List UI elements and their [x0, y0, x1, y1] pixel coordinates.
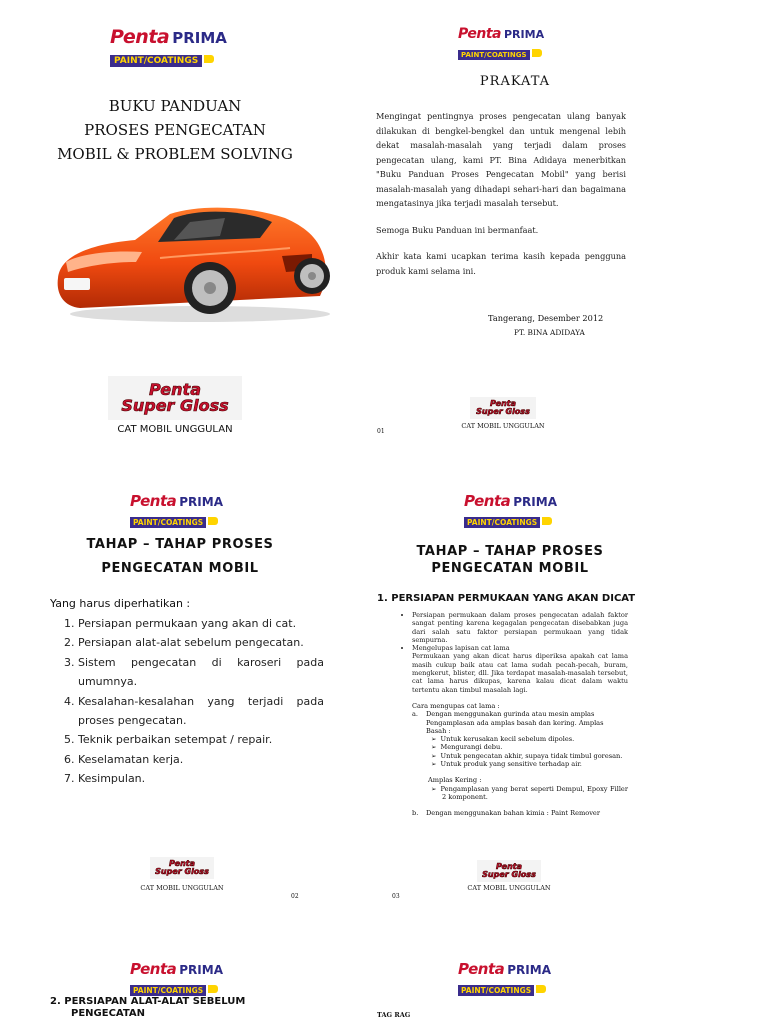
kering-label: Amplas Kering : [428, 776, 482, 785]
super-gloss-line1: Penta [490, 399, 516, 408]
brush-icon [542, 517, 552, 525]
list-item: 4. Kesalahan-kesalahan yang terjadi pada proses pengecatan. [78, 692, 324, 731]
cara-label: Cara mengupas cat lama : [412, 701, 500, 710]
brush-icon [208, 517, 218, 525]
super-gloss-line1: Penta [169, 859, 195, 868]
kering-list [428, 785, 628, 802]
super-gloss-line2: Super Gloss [121, 396, 229, 415]
prakata-body [376, 109, 626, 278]
page2-intro: Yang harus diperhatikan : [50, 597, 191, 610]
logo-prima-text: PRIMA [172, 29, 227, 47]
logo-prima-text: PRIMA [504, 28, 545, 41]
brush-icon [204, 55, 214, 63]
list-item: 5. Teknik perbaikan setempat / repair. [78, 730, 324, 749]
option-text: Dengan menggunakan bahan kimia : Paint Remover [426, 809, 600, 818]
super-gloss-logo [477, 860, 541, 882]
page2-title-line: TAHAP – TAHAP PROSES [86, 537, 274, 552]
logo-band-text: PAINT/COATINGS [130, 517, 206, 528]
page3-body [396, 611, 628, 818]
super-gloss-line2: Super Gloss [155, 867, 209, 876]
option-label: a. [412, 710, 419, 719]
super-gloss-logo [150, 857, 214, 879]
page-tagline: CAT MOBIL UNGGULAN [467, 884, 551, 892]
logo-band-text: PAINT/COATINGS [464, 517, 540, 528]
steps-list [52, 614, 324, 789]
brush-icon [532, 49, 542, 57]
logo-prima-text: PRIMA [513, 495, 557, 509]
logo-penta-text: Penta [458, 960, 505, 978]
logo-band-text: PAINT/COATINGS [110, 55, 202, 67]
bullet-text: Permukaan yang akan dicat harus diperiksa apakah cat lama masih cukup baik atau cat lama sudah pecah-pecah, buram, mengkerut, blister, dll. Jika terdapat masalah-masalah tersebut, cat lama harus dikupas, karena kalau dicat dalam waktu tertentu akan timbul masalah lagi. [412, 652, 628, 694]
prakata-paragraph: Semoga Buku Panduan ini bermanfaat. [376, 224, 539, 235]
basah-list [428, 735, 628, 768]
logo-prima-text: PRIMA [179, 963, 223, 977]
page-tagline: CAT MOBIL UNGGULAN [461, 422, 545, 430]
logo-prima-text: PRIMA [507, 963, 551, 977]
tag-rag-label: TAG RAG [377, 1011, 411, 1019]
cover-title-line: MOBIL & PROBLEM SOLVING [57, 145, 293, 163]
list-item: ➢ Mengurangi debu. [442, 743, 628, 751]
cover-title [40, 94, 310, 166]
logo-prima-text: PRIMA [179, 495, 223, 509]
list-item: ➢ Untuk produk yang sensitive terhadap air. [442, 760, 628, 768]
list-item: 3. Sistem pengecatan di karoseri pada umumnya. [78, 653, 324, 692]
super-gloss-logo [470, 397, 536, 419]
penta-prima-logo [110, 26, 227, 67]
brush-icon [208, 985, 218, 993]
list-item: 2. Persiapan alat-alat sebelum pengecatan. [78, 633, 324, 652]
section-heading-line: 2. PERSIAPAN ALAT-ALAT SEBELUM [50, 996, 246, 1007]
prakata-paragraph: Mengingat pentingnya proses pengecatan ulang banyak dilakukan di bengkel-bengkel dan untuk mengenal lebih dekat masalah-masalah yang terjadi dalam proses pengecatan ulang, kami PT. Bina Adidaya menerbitkan "Buku Panduan Proses Pengecatan Mobil" yang berisi masalah-masalah yang dihadapi sehari-hari dan bagaimana mengatasinya jika terjadi masalah tersebut. [376, 111, 626, 208]
list-item: • Persiapan permukaan dalam proses pengecatan adalah faktor sangat penting karena kegagalan pengecatan disebabkan juga dari salah satu faktor persiapan permukaan yang tidak sempurna. [412, 611, 628, 644]
list-item [412, 644, 628, 694]
penta-prima-logo [458, 26, 544, 61]
penta-prima-logo [130, 492, 223, 529]
list-item: 7. Kesimpulan. [78, 769, 324, 788]
bullet-list [396, 611, 628, 694]
prakata-paragraph: Akhir kata kami ucapkan terima kasih kepada pengguna produk kami selama ini. [376, 251, 626, 276]
super-gloss-line2: Super Gloss [482, 870, 536, 879]
page2-title [60, 533, 300, 581]
list-item: 6. Keselamatan kerja. [78, 750, 324, 769]
section-heading: 1. PERSIAPAN PERMUKAAN YANG AKAN DICAT [377, 593, 636, 604]
page-tagline: CAT MOBIL UNGGULAN [140, 884, 224, 892]
page3-title-line: TAHAP – TAHAP PROSES [416, 544, 604, 559]
penta-prima-logo [130, 960, 223, 997]
sports-car-image [50, 196, 335, 326]
bullet-title: Mengelupas lapisan cat lama [412, 644, 510, 653]
page-number: 03 [392, 893, 400, 900]
option-text: Dengan menggunakan gurinda atau mesin amplas Pengamplasan ada amplas basah dan kering. Amplas Basah : [426, 710, 604, 735]
logo-penta-text: Penta [130, 492, 177, 510]
page2-title-line: PENGECATAN MOBIL [101, 561, 259, 576]
prakata-heading: PRAKATA [479, 74, 551, 89]
cover-tagline: CAT MOBIL UNGGULAN [117, 424, 233, 435]
penta-prima-logo [458, 960, 551, 997]
option-a [412, 710, 612, 735]
prakata-company: PT. BINA ADIDAYA [514, 328, 585, 337]
list-item: ➢ Untuk pengecatan akhir, supaya tidak timbul goresan. [442, 752, 628, 760]
logo-penta-text: Penta [458, 26, 501, 42]
page-number: 01 [377, 428, 385, 435]
logo-band-text: PAINT/COATINGS [130, 985, 206, 996]
page-number: 02 [291, 893, 299, 900]
cover-title-line: BUKU PANDUAN [108, 97, 242, 115]
logo-penta-text: Penta [464, 492, 511, 510]
logo-penta-text: Penta [110, 26, 170, 48]
cover-title-line: PROSES PENGECATAN [84, 121, 266, 139]
logo-band-text: PAINT/COATINGS [458, 50, 530, 60]
penta-prima-logo [464, 492, 557, 529]
logo-band-text: PAINT/COATINGS [458, 985, 534, 996]
super-gloss-line1: Penta [496, 862, 522, 871]
option-label: b. [412, 809, 419, 818]
section-heading [50, 996, 245, 1020]
super-gloss-logo [108, 376, 242, 420]
super-gloss-line2: Super Gloss [476, 407, 530, 416]
super-gloss-line1: Penta [149, 380, 201, 399]
logo-penta-text: Penta [130, 960, 177, 978]
list-item: ➢ Untuk kerusakan kecil sebelum dipoles. [442, 735, 628, 743]
prakata-place-date: Tangerang, Desember 2012 [488, 313, 604, 323]
brush-icon [536, 985, 546, 993]
list-item: 1. Persiapan permukaan yang akan di cat. [78, 614, 324, 633]
list-item: ➢ Pengamplasan yang berat seperti Dempul, Epoxy Filler 2 komponent. [442, 785, 628, 802]
section-heading-line: PENGECATAN [71, 1008, 146, 1019]
page3-title-line: PENGECATAN MOBIL [431, 561, 589, 576]
option-b [412, 809, 628, 817]
page3-title [395, 543, 625, 577]
